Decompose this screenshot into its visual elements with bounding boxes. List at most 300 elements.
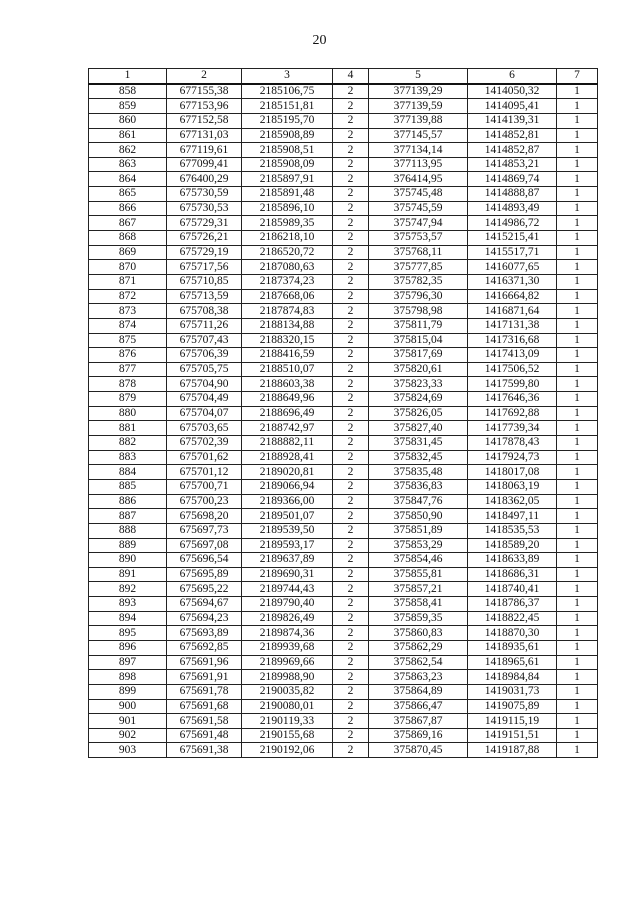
table-cell: 1: [557, 128, 598, 143]
table-cell: 675691,68: [167, 699, 242, 714]
table-cell: 1417316,68: [468, 333, 557, 348]
table-row: [89, 318, 598, 333]
table-cell: 675697,73: [167, 523, 242, 538]
table-cell: 375831,45: [369, 436, 468, 451]
table-cell: 2187668,06: [242, 289, 333, 304]
table-cell: 1: [557, 84, 598, 99]
table-cell: 888: [89, 523, 167, 538]
table-cell: 1: [557, 318, 598, 333]
table-header-row: [89, 69, 598, 84]
table-cell: 1418017,08: [468, 465, 557, 480]
table-cell: 1418633,89: [468, 553, 557, 568]
table-cell: 2188320,15: [242, 333, 333, 348]
table-cell: 871: [89, 274, 167, 289]
table-cell: 675693,89: [167, 626, 242, 641]
table-cell: 1417599,80: [468, 377, 557, 392]
table-cell: 2189939,68: [242, 640, 333, 655]
table-cell: 2: [333, 231, 369, 246]
table-cell: 2190080,01: [242, 699, 333, 714]
table-cell: 2190155,68: [242, 728, 333, 743]
table-cell: 1: [557, 392, 598, 407]
table-cell: 375796,30: [369, 289, 468, 304]
table-cell: 2186520,72: [242, 245, 333, 260]
table-row: [89, 728, 598, 743]
table-cell: 375855,81: [369, 567, 468, 582]
table-row: [89, 670, 598, 685]
table-cell: 2: [333, 582, 369, 597]
table-cell: 1417739,34: [468, 421, 557, 436]
table-cell: 1419187,88: [468, 743, 557, 758]
table-row: [89, 509, 598, 524]
table-cell: 1: [557, 304, 598, 319]
table-cell: 864: [89, 172, 167, 187]
table-cell: 2185908,09: [242, 157, 333, 172]
table-row: [89, 494, 598, 509]
table-row: [89, 392, 598, 407]
table-cell: 1417413,09: [468, 348, 557, 363]
table-cell: 375753,57: [369, 231, 468, 246]
table-cell: 1: [557, 157, 598, 172]
table-cell: 1: [557, 523, 598, 538]
table-cell: 1419075,89: [468, 699, 557, 714]
table-cell: 2189826,49: [242, 611, 333, 626]
table-cell: 675704,49: [167, 392, 242, 407]
table-cell: 675698,20: [167, 509, 242, 524]
table-cell: 1: [557, 714, 598, 729]
table-cell: 1: [557, 538, 598, 553]
table-cell: 676400,29: [167, 172, 242, 187]
table-cell: 1: [557, 582, 598, 597]
table-cell: 1: [557, 274, 598, 289]
table-cell: 868: [89, 231, 167, 246]
column-header: 2: [167, 69, 242, 84]
table-row: [89, 245, 598, 260]
table-cell: 375832,45: [369, 450, 468, 465]
table-cell: 1: [557, 421, 598, 436]
table-row: [89, 714, 598, 729]
table-cell: 2: [333, 260, 369, 275]
table-cell: 675730,53: [167, 201, 242, 216]
table-row: [89, 436, 598, 451]
table-cell: 865: [89, 187, 167, 202]
table-cell: 675729,31: [167, 216, 242, 231]
table-cell: 675697,08: [167, 538, 242, 553]
table-cell: 1: [557, 289, 598, 304]
table-cell: 1418786,37: [468, 597, 557, 612]
table-cell: 889: [89, 538, 167, 553]
table-cell: 675692,85: [167, 640, 242, 655]
table-row: [89, 567, 598, 582]
table-cell: 1418740,41: [468, 582, 557, 597]
table-cell: 2: [333, 406, 369, 421]
table-cell: 2: [333, 99, 369, 114]
column-header: 5: [369, 69, 468, 84]
table-cell: 675703,65: [167, 421, 242, 436]
table-cell: 2185908,51: [242, 143, 333, 158]
table-cell: 1: [557, 670, 598, 685]
table-body: [89, 84, 598, 758]
table-cell: 1417646,36: [468, 392, 557, 407]
table-cell: 1416371,30: [468, 274, 557, 289]
table-cell: 375847,76: [369, 494, 468, 509]
table-cell: 2: [333, 421, 369, 436]
table-cell: 2: [333, 684, 369, 699]
table-cell: 2189988,90: [242, 670, 333, 685]
table-cell: 2189744,43: [242, 582, 333, 597]
table-cell: 1416664,82: [468, 289, 557, 304]
table-cell: 2: [333, 289, 369, 304]
table-cell: 375864,89: [369, 684, 468, 699]
table-cell: 2189969,66: [242, 655, 333, 670]
table-cell: 903: [89, 743, 167, 758]
table-cell: 675713,59: [167, 289, 242, 304]
table-cell: 375820,61: [369, 362, 468, 377]
table-cell: 1: [557, 611, 598, 626]
table-cell: 2: [333, 465, 369, 480]
table-cell: 675691,96: [167, 655, 242, 670]
table-cell: 2185195,70: [242, 113, 333, 128]
table-cell: 1414852,81: [468, 128, 557, 143]
table-cell: 375862,54: [369, 655, 468, 670]
table-row: [89, 201, 598, 216]
table-cell: 1414852,87: [468, 143, 557, 158]
table-cell: 675691,91: [167, 670, 242, 685]
table-cell: 675706,39: [167, 348, 242, 363]
table-cell: 2: [333, 172, 369, 187]
table-cell: 870: [89, 260, 167, 275]
table-cell: 2189501,07: [242, 509, 333, 524]
table-row: [89, 523, 598, 538]
table-row: [89, 172, 598, 187]
table-row: [89, 699, 598, 714]
column-header: 4: [333, 69, 369, 84]
table-cell: 890: [89, 553, 167, 568]
table-cell: 375815,04: [369, 333, 468, 348]
table-cell: 2: [333, 523, 369, 538]
table-cell: 675704,07: [167, 406, 242, 421]
table-cell: 2: [333, 216, 369, 231]
table-cell: 377139,59: [369, 99, 468, 114]
table-cell: 878: [89, 377, 167, 392]
table-cell: 863: [89, 157, 167, 172]
table-cell: 867: [89, 216, 167, 231]
table-row: [89, 377, 598, 392]
table-cell: 1: [557, 479, 598, 494]
table-row: [89, 128, 598, 143]
table-cell: 1: [557, 201, 598, 216]
table-cell: 677131,03: [167, 128, 242, 143]
table-cell: 2: [333, 640, 369, 655]
table-cell: 1: [557, 406, 598, 421]
table-cell: 1418589,20: [468, 538, 557, 553]
table-cell: 375857,21: [369, 582, 468, 597]
table-cell: 894: [89, 611, 167, 626]
table-cell: 2: [333, 274, 369, 289]
table-cell: 675700,71: [167, 479, 242, 494]
table-cell: 1: [557, 553, 598, 568]
table-cell: 2: [333, 245, 369, 260]
table-cell: 2: [333, 377, 369, 392]
table-cell: 677119,61: [167, 143, 242, 158]
table-cell: 375869,16: [369, 728, 468, 743]
table-row: [89, 655, 598, 670]
table-row: [89, 743, 598, 758]
table-cell: 1414888,87: [468, 187, 557, 202]
table-cell: 861: [89, 128, 167, 143]
table-cell: 880: [89, 406, 167, 421]
table-cell: 1414893,49: [468, 201, 557, 216]
table-cell: 1: [557, 465, 598, 480]
table-cell: 375850,90: [369, 509, 468, 524]
table-cell: 1418935,61: [468, 640, 557, 655]
table-cell: 2185989,35: [242, 216, 333, 231]
table-row: [89, 553, 598, 568]
table-cell: 1415517,71: [468, 245, 557, 260]
table-row: [89, 113, 598, 128]
table-cell: 2: [333, 304, 369, 319]
table-cell: 1: [557, 655, 598, 670]
table-cell: 1414853,21: [468, 157, 557, 172]
table-cell: 892: [89, 582, 167, 597]
table-cell: 2: [333, 436, 369, 451]
column-header: 7: [557, 69, 598, 84]
table-row: [89, 333, 598, 348]
table-cell: 2189539,50: [242, 523, 333, 538]
table-cell: 675691,38: [167, 743, 242, 758]
table-cell: 2: [333, 626, 369, 641]
table-cell: 899: [89, 684, 167, 699]
table-cell: 2189593,17: [242, 538, 333, 553]
table-cell: 2185896,10: [242, 201, 333, 216]
table-cell: 1418965,61: [468, 655, 557, 670]
table-cell: 675705,75: [167, 362, 242, 377]
table-cell: 2189874,36: [242, 626, 333, 641]
table-cell: 884: [89, 465, 167, 480]
table-cell: 2: [333, 113, 369, 128]
table-cell: 1414139,31: [468, 113, 557, 128]
table-cell: 375860,83: [369, 626, 468, 641]
table-cell: 2189690,31: [242, 567, 333, 582]
table-cell: 1414095,41: [468, 99, 557, 114]
table-cell: 2: [333, 333, 369, 348]
table-cell: 1417924,73: [468, 450, 557, 465]
table-cell: 2185891,48: [242, 187, 333, 202]
table-cell: 1: [557, 597, 598, 612]
table-cell: 675704,90: [167, 377, 242, 392]
table-cell: 375854,46: [369, 553, 468, 568]
table-row: [89, 538, 598, 553]
table-cell: 1416871,64: [468, 304, 557, 319]
table-cell: 2188416,59: [242, 348, 333, 363]
table-cell: 1: [557, 699, 598, 714]
table-cell: 375858,41: [369, 597, 468, 612]
table-cell: 1419031,73: [468, 684, 557, 699]
table-row: [89, 640, 598, 655]
table-cell: 2188603,38: [242, 377, 333, 392]
table-cell: 859: [89, 99, 167, 114]
table-cell: 891: [89, 567, 167, 582]
table-cell: 375823,33: [369, 377, 468, 392]
table-row: [89, 348, 598, 363]
table-cell: 2: [333, 538, 369, 553]
table-cell: 1: [557, 567, 598, 582]
table-cell: 2188134,88: [242, 318, 333, 333]
table-cell: 375824,69: [369, 392, 468, 407]
table-cell: 375782,35: [369, 274, 468, 289]
table-cell: 2: [333, 479, 369, 494]
table-cell: 901: [89, 714, 167, 729]
table-cell: 900: [89, 699, 167, 714]
table-cell: 1417131,38: [468, 318, 557, 333]
table-cell: 1: [557, 743, 598, 758]
table-cell: 675691,58: [167, 714, 242, 729]
table-cell: 375811,79: [369, 318, 468, 333]
table-cell: 1: [557, 333, 598, 348]
table-cell: 2: [333, 655, 369, 670]
table-cell: 875: [89, 333, 167, 348]
table-cell: 885: [89, 479, 167, 494]
table-cell: 2: [333, 201, 369, 216]
table-cell: 677155,38: [167, 84, 242, 99]
table-row: [89, 304, 598, 319]
table-row: [89, 362, 598, 377]
table-cell: 886: [89, 494, 167, 509]
table-cell: 877: [89, 362, 167, 377]
table-cell: 2190192,06: [242, 743, 333, 758]
table-cell: 2: [333, 611, 369, 626]
table-cell: 675701,12: [167, 465, 242, 480]
table-cell: 2185151,81: [242, 99, 333, 114]
table-cell: 375863,23: [369, 670, 468, 685]
table-cell: 375798,98: [369, 304, 468, 319]
table-cell: 1419151,51: [468, 728, 557, 743]
table-cell: 1418686,31: [468, 567, 557, 582]
table-cell: 675691,78: [167, 684, 242, 699]
table-cell: 1417878,43: [468, 436, 557, 451]
table-cell: 675701,62: [167, 450, 242, 465]
table-cell: 377113,95: [369, 157, 468, 172]
table-cell: 675708,38: [167, 304, 242, 319]
table-cell: 1416077,65: [468, 260, 557, 275]
table-cell: 1: [557, 362, 598, 377]
column-header: 1: [89, 69, 167, 84]
table-cell: 675691,48: [167, 728, 242, 743]
table-cell: 866: [89, 201, 167, 216]
table-row: [89, 187, 598, 202]
table-cell: 2: [333, 84, 369, 99]
table-row: [89, 289, 598, 304]
table-cell: 375826,05: [369, 406, 468, 421]
table-cell: 1418822,45: [468, 611, 557, 626]
table-cell: 675695,22: [167, 582, 242, 597]
table-row: [89, 479, 598, 494]
table-cell: 893: [89, 597, 167, 612]
table-cell: 2: [333, 318, 369, 333]
table-cell: 1417506,52: [468, 362, 557, 377]
table-cell: 896: [89, 640, 167, 655]
table-cell: 675694,67: [167, 597, 242, 612]
table-cell: 1419115,19: [468, 714, 557, 729]
table-cell: 1418870,30: [468, 626, 557, 641]
table-cell: 2189790,40: [242, 597, 333, 612]
table-cell: 2: [333, 743, 369, 758]
table-cell: 876: [89, 348, 167, 363]
table-cell: 2: [333, 714, 369, 729]
column-header: 6: [468, 69, 557, 84]
table-cell: 1: [557, 143, 598, 158]
table-cell: 1: [557, 640, 598, 655]
table-row: [89, 465, 598, 480]
table-cell: 675702,39: [167, 436, 242, 451]
table-cell: 2187374,23: [242, 274, 333, 289]
table-row: [89, 684, 598, 699]
table-cell: 2189066,94: [242, 479, 333, 494]
table-cell: 2: [333, 670, 369, 685]
table-cell: 675696,54: [167, 553, 242, 568]
table-cell: 1418362,05: [468, 494, 557, 509]
table-row: [89, 450, 598, 465]
table-cell: 675717,56: [167, 260, 242, 275]
table-cell: 675726,21: [167, 231, 242, 246]
page-number: 20: [312, 33, 327, 48]
table-cell: 2: [333, 728, 369, 743]
table-cell: 2: [333, 597, 369, 612]
table-cell: 881: [89, 421, 167, 436]
table-cell: 2: [333, 187, 369, 202]
table-cell: 2188882,11: [242, 436, 333, 451]
table-cell: 375851,89: [369, 523, 468, 538]
table-cell: 375747,94: [369, 216, 468, 231]
table-cell: 375835,48: [369, 465, 468, 480]
table-cell: 2: [333, 450, 369, 465]
table-cell: 375862,29: [369, 640, 468, 655]
table-cell: 375867,87: [369, 714, 468, 729]
table-cell: 887: [89, 509, 167, 524]
table-cell: 1: [557, 187, 598, 202]
table-cell: 675711,26: [167, 318, 242, 333]
table-cell: 874: [89, 318, 167, 333]
table-cell: 1415215,41: [468, 231, 557, 246]
table-cell: 860: [89, 113, 167, 128]
table-row: [89, 216, 598, 231]
table-row: [89, 421, 598, 436]
table-cell: 1: [557, 113, 598, 128]
table-cell: 377145,57: [369, 128, 468, 143]
table-cell: 1: [557, 377, 598, 392]
table-row: [89, 143, 598, 158]
table-cell: 375768,11: [369, 245, 468, 260]
table-cell: 898: [89, 670, 167, 685]
table-cell: 1414050,32: [468, 84, 557, 99]
table-cell: 1: [557, 494, 598, 509]
table-cell: 2186218,10: [242, 231, 333, 246]
table-cell: 902: [89, 728, 167, 743]
table-cell: 1: [557, 245, 598, 260]
table-cell: 1: [557, 231, 598, 246]
table-cell: 677153,96: [167, 99, 242, 114]
table-cell: 375777,85: [369, 260, 468, 275]
table-row: [89, 406, 598, 421]
table-cell: 675730,59: [167, 187, 242, 202]
table-cell: 2188742,97: [242, 421, 333, 436]
table-cell: 375745,48: [369, 187, 468, 202]
table-cell: 1414986,72: [468, 216, 557, 231]
table-cell: 1: [557, 728, 598, 743]
table-cell: 375870,45: [369, 743, 468, 758]
table-cell: 375853,29: [369, 538, 468, 553]
table-cell: 1418063,19: [468, 479, 557, 494]
table-cell: 675710,85: [167, 274, 242, 289]
